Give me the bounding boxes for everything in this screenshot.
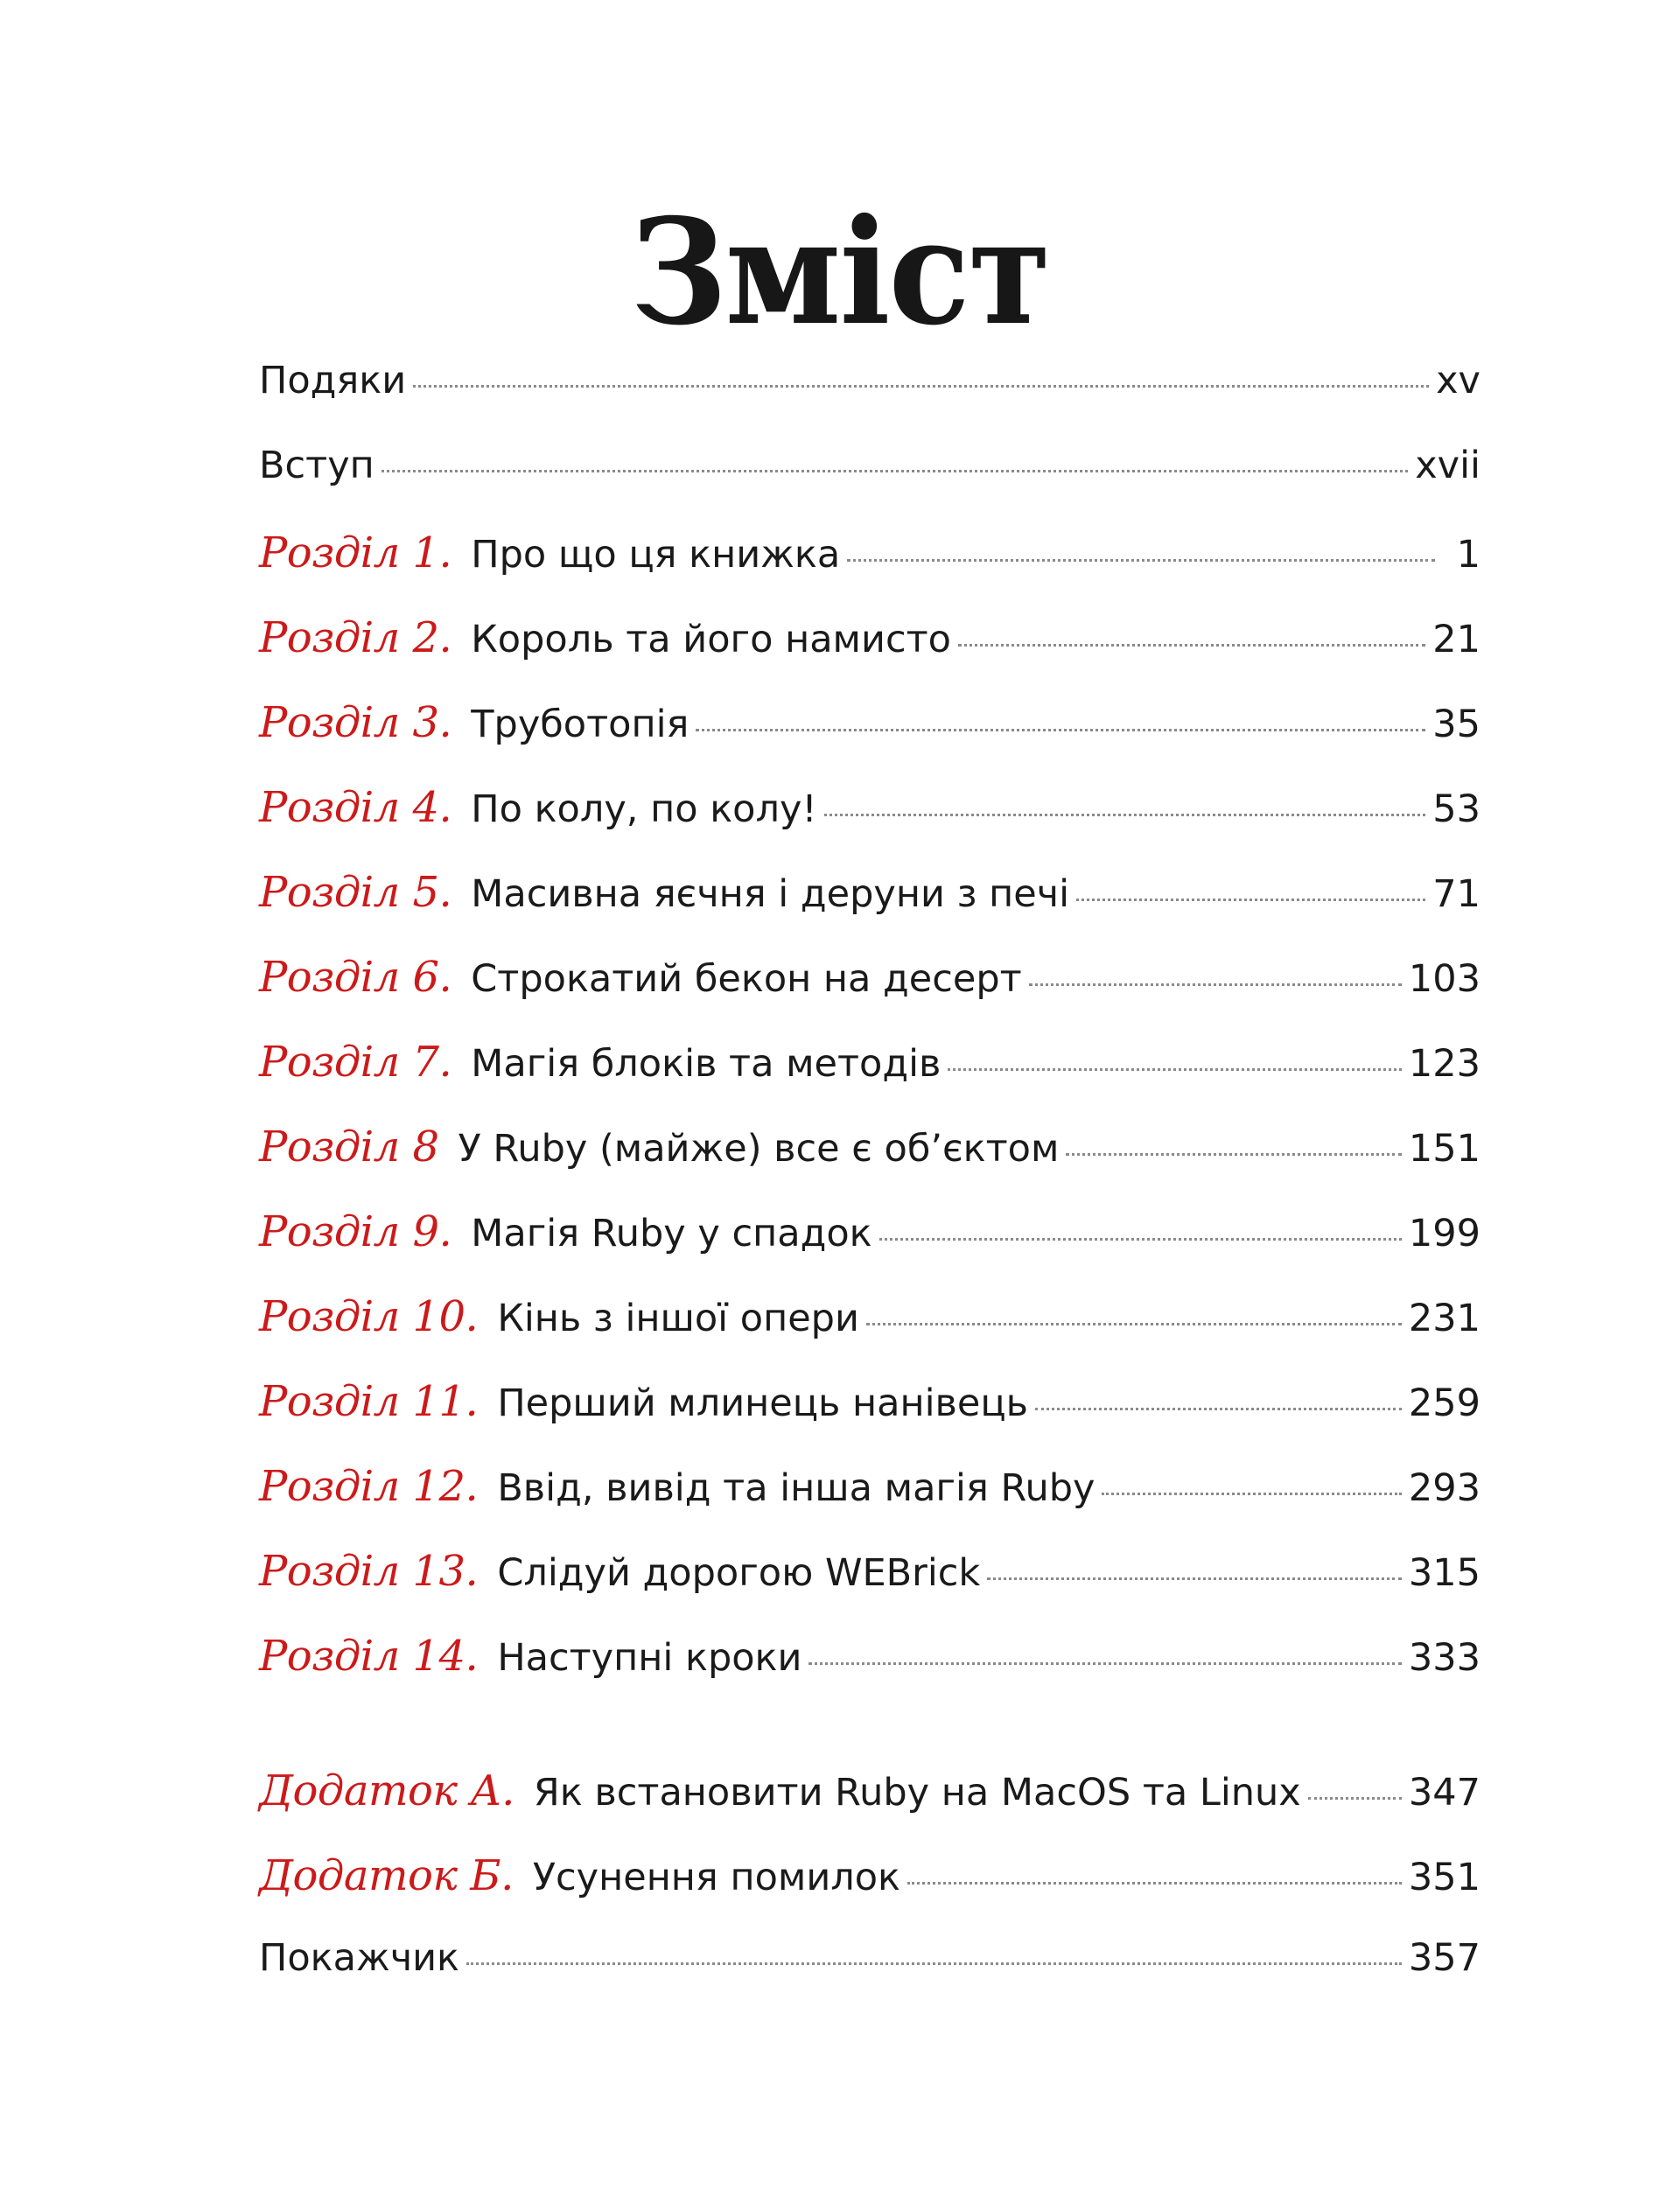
- appendix-label: Додаток А.: [259, 1766, 514, 1815]
- page-title: Зміст: [630, 187, 1050, 359]
- dot-leader: [1308, 1797, 1402, 1800]
- toc-page-number: 151: [1408, 1127, 1480, 1171]
- toc-entry-title: Масивна яєчня і деруни з печі: [471, 872, 1070, 916]
- chapter-label: Розділ 10.: [259, 1292, 479, 1341]
- toc-page-number: 333: [1408, 1636, 1480, 1680]
- toc-entry-chapter-6: [259, 953, 1480, 1038]
- toc-entry-acknowledgements: [259, 359, 1480, 444]
- dot-leader: [413, 385, 1429, 388]
- toc-page-number: 315: [1408, 1551, 1480, 1595]
- dot-leader: [987, 1577, 1402, 1580]
- chapter-label: Розділ 5.: [259, 868, 452, 917]
- toc-page-number: 21: [1432, 618, 1480, 661]
- toc-entry-title: Вступ: [259, 444, 374, 487]
- toc-entry-title: Король та його намисто: [471, 618, 951, 661]
- dot-leader: [958, 644, 1425, 647]
- toc-entry-title: Кінь з іншої опери: [497, 1297, 859, 1340]
- dot-leader: [866, 1323, 1402, 1325]
- toc-page-number: 1: [1456, 533, 1480, 577]
- toc-entry-title: Магія Ruby у спадок: [471, 1212, 872, 1255]
- dot-leader: [824, 814, 1426, 816]
- toc-page-number: xvii: [1415, 444, 1480, 487]
- toc-entry-title: У Ruby (майже) все є об’єктом: [458, 1127, 1060, 1171]
- toc-entry-chapter-14: [259, 1632, 1480, 1717]
- toc-entry-chapter-10: [259, 1292, 1480, 1377]
- dot-leader: [879, 1238, 1402, 1241]
- dot-leader: [948, 1068, 1402, 1071]
- chapter-label: Розділ 2.: [259, 613, 452, 662]
- toc-page-number: 347: [1408, 1771, 1480, 1815]
- toc-entry-title: Строкатий бекон на десерт: [471, 957, 1022, 1001]
- toc-page-number: 357: [1408, 1936, 1480, 1980]
- toc-page-number: 35: [1432, 703, 1480, 746]
- dot-leader: [1035, 1408, 1402, 1410]
- dot-leader: [382, 470, 1408, 472]
- toc-page-number: xv: [1436, 359, 1480, 402]
- toc-entry-title: Як встановити Ruby на MacOS та Linux: [533, 1771, 1301, 1815]
- toc-page-number: 259: [1408, 1381, 1480, 1425]
- toc-page-number: 103: [1408, 957, 1480, 1001]
- toc-entry-title: Слідуй дорогою WEBrick: [497, 1551, 981, 1595]
- chapter-label: Розділ 4.: [259, 783, 452, 832]
- dot-leader: [466, 1962, 1402, 1965]
- toc-page-number: 293: [1408, 1466, 1480, 1510]
- toc-entry-title: Ввід, вивід та інша магія Ruby: [497, 1466, 1096, 1510]
- toc-page-number: 71: [1432, 872, 1480, 916]
- toc-entry-title: Магія блоків та методів: [471, 1042, 942, 1086]
- toc-page-number: 231: [1408, 1297, 1480, 1340]
- chapter-label: Розділ 1.: [259, 528, 452, 577]
- chapter-label: Розділ 3.: [259, 698, 452, 747]
- toc-page-number: 199: [1408, 1212, 1480, 1255]
- toc-entry-title: По колу, по колу!: [471, 787, 817, 831]
- toc-entry-title: Наступні кроки: [497, 1636, 802, 1680]
- toc-entry-chapter-2: [259, 613, 1480, 698]
- toc-entry-index: [259, 1936, 1480, 2021]
- toc-page-number: 53: [1432, 787, 1480, 831]
- toc-entry-title: Перший млинець нанівець: [497, 1381, 1028, 1425]
- chapter-label: Розділ 6.: [259, 953, 452, 1002]
- toc-entry-title: Покажчик: [259, 1936, 460, 1980]
- toc-entry-chapter-3: [259, 698, 1480, 783]
- appendix-label: Додаток Б.: [259, 1851, 514, 1900]
- toc-entry-chapter-12: [259, 1462, 1480, 1547]
- dot-leader: [1102, 1493, 1401, 1495]
- toc-entry-chapter-8: [259, 1122, 1480, 1207]
- toc-entry-chapter-9: [259, 1207, 1480, 1292]
- dot-leader: [808, 1662, 1401, 1665]
- chapter-label: Розділ 12.: [259, 1462, 479, 1511]
- chapter-label: Розділ 9.: [259, 1207, 452, 1256]
- chapter-label: Розділ 11.: [259, 1377, 479, 1426]
- chapter-label: Розділ 8: [259, 1122, 439, 1171]
- toc-entry-introduction: [259, 444, 1480, 528]
- dot-leader: [1066, 1153, 1402, 1156]
- toc-entry-chapter-1: [259, 528, 1480, 613]
- toc-entry-title: Труботопія: [471, 703, 690, 746]
- toc-entry-chapter-7: [259, 1038, 1480, 1122]
- toc-entry-title: Подяки: [259, 359, 407, 402]
- toc-entry-chapter-5: [259, 868, 1480, 953]
- toc-entry-chapter-11: [259, 1377, 1480, 1462]
- chapter-label: Розділ 13.: [259, 1547, 479, 1596]
- dot-leader: [1029, 983, 1402, 986]
- toc-page-number: 351: [1408, 1856, 1480, 1899]
- dot-leader: [847, 559, 1435, 562]
- dot-leader: [907, 1882, 1402, 1885]
- chapter-label: Розділ 7.: [259, 1038, 452, 1087]
- dot-leader: [1076, 899, 1425, 901]
- toc-list: [259, 359, 1480, 2021]
- toc-entry-appendix-b: [259, 1851, 1480, 1936]
- toc-entry-title: Про що ця книжка: [471, 533, 841, 577]
- toc-entry-chapter-13: [259, 1547, 1480, 1632]
- toc-entry-chapter-4: [259, 783, 1480, 868]
- toc-entry-title: Усунення помилок: [532, 1856, 901, 1899]
- toc-page-number: 123: [1408, 1042, 1480, 1086]
- chapter-label: Розділ 14.: [259, 1632, 479, 1681]
- dot-leader: [696, 729, 1425, 731]
- toc-entry-appendix-a: [259, 1766, 1480, 1851]
